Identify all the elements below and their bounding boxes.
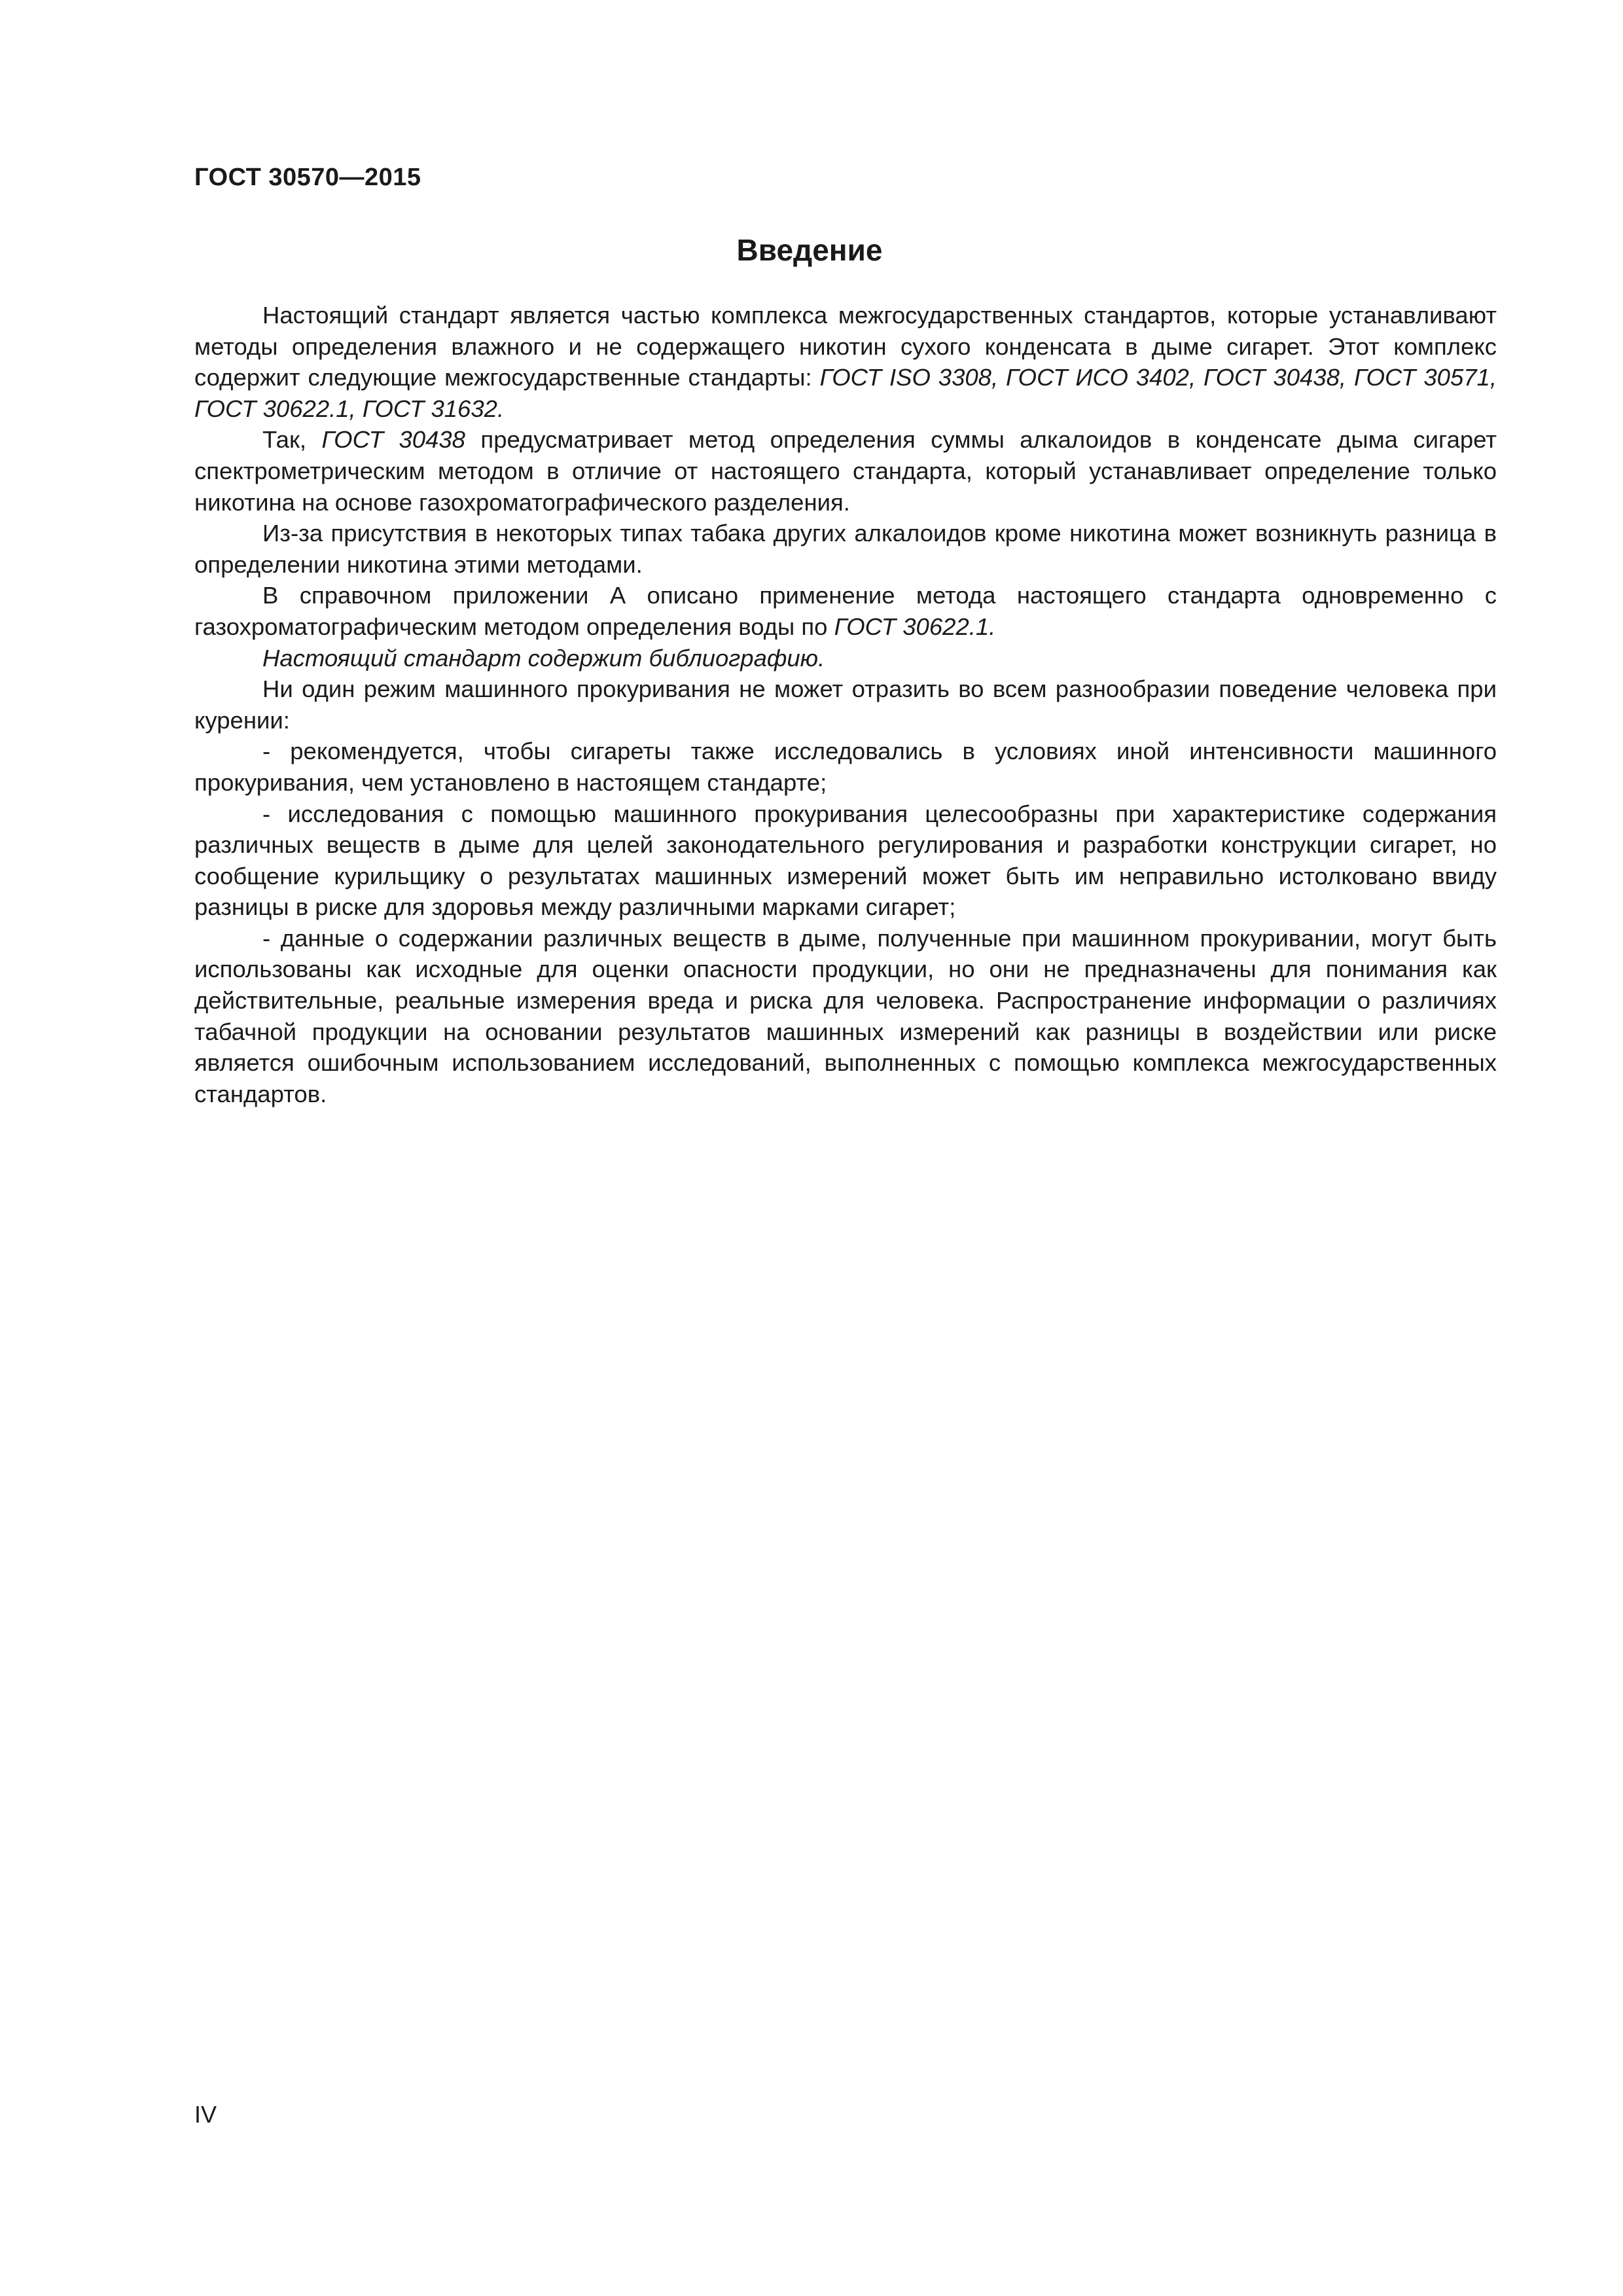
paragraph-text: Настоящий стандарт является частью комплекса межгосударственных стандартов, которые устанавливают методы определения влажного и не содержащего никотин сухого конденсата в дыме сигарет. Этот комплекс содержит следующие межгосударственные стандарты: <box>194 302 1497 391</box>
standard-reference: ГОСТ 30622.1. <box>834 613 996 640</box>
list-item: - рекомендуется, чтобы сигареты также исследовались в условиях иной интенсивности машинного прокуривания, чем установлено в настоящем стандарте; <box>194 738 1497 796</box>
list-item: - исследования с помощью машинного прокуривания целесообразны при характеристике содержания различных веществ в дыме для целей законодательного регулирования и разработки конструкции сигарет, но сообщение курильщику о результатах машинных измерений может быть им неправильно истолковано ввиду разницы в риске для здоровья между различными марками сигарет; <box>194 800 1497 921</box>
standard-references: ГОСТ ISO 3308, ГОСТ ИСО 3402, ГОСТ 30438, ГОСТ 30571, ГОСТ 30622.1, ГОСТ 31632. <box>194 364 1497 422</box>
paragraph-smoking-regime: Ни один режим машинного прокуривания не может отразить во всем разнообразии поведение человека при курении: <box>194 675 1497 734</box>
paragraph-text: В справочном приложении А описано применение метода настоящего стандарта одновременно с газохроматографическим методом определения воды по <box>194 582 1497 640</box>
page-number: IV <box>194 2101 217 2128</box>
paragraph-complex-description <box>194 300 1497 424</box>
introduction-body <box>194 300 1497 1109</box>
standard-reference: ГОСТ 30438 <box>321 426 465 454</box>
paragraph-text: предусматривает метод определения суммы алкалоидов в конденсате дыма сигарет спектрометрическим методом в отличие от настоящего стандарта, который устанавливает определение только никотина на основе газохроматографического разделения. <box>194 426 1497 516</box>
paragraph-text: Так, <box>262 426 322 454</box>
paragraph-gost-30438 <box>194 424 1497 518</box>
paragraph-alkaloids: Из-за присутствия в некоторых типах табака других алкалоидов кроме никотина может возникнуть разница в определении никотина этими методами. <box>194 520 1497 578</box>
list-item: - данные о содержании различных веществ в дыме, полученные при машинном прокуривании, могут быть использованы как исходные для оценки опасности продукции, но они не предназначены для понимания как действительные, реальные измерения вреда и риска для человека. Распространение информации о различиях табачной продукции на основании результатов машинных измерений как разницы в воздействии или риске является ошибочным использованием исследований, выполненных с помощью комплекса межгосударственных стандартов. <box>194 924 1497 1107</box>
paragraph-bibliography: Настоящий стандарт содержит библиографию. <box>262 644 825 672</box>
section-title: Введение <box>736 233 883 267</box>
document-code: ГОСТ 30570—2015 <box>194 164 421 191</box>
paragraph-appendix-a <box>194 580 1497 642</box>
